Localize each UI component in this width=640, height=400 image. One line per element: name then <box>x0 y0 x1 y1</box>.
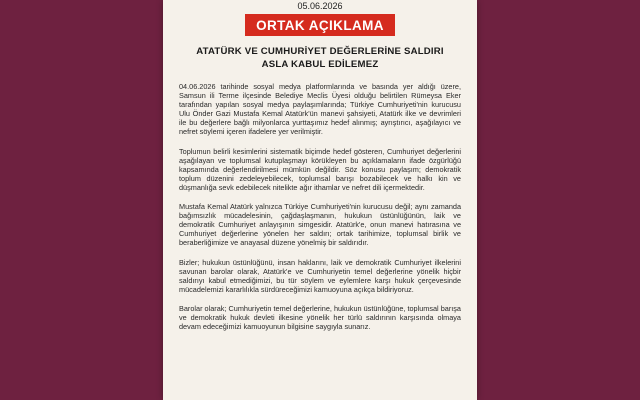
document-page <box>163 0 477 400</box>
paragraph-2: Toplumun belirli kesimlerini sistematik biçimde hedef gösteren, Cumhuriyet değerlerini aşağılayan ve toplumsal kutuplaşmayı körükleyen bu açıklamaların ifade özgürlüğü kapsamında değerlendirilmesi mümkün değildir. Söz konusu paylaşım; demokratik toplum düzenini zedeleyebilecek, toplumsal barışı bozabilecek ve halkı kin ve düşmanlığa sevk edebilecek nitelikte ağır ithamlar ve nefret dili içermektedir. <box>179 146 461 192</box>
document-title <box>163 45 477 71</box>
joint-statement-banner: ORTAK AÇIKLAMA <box>245 14 395 36</box>
document-date: 05.06.2026 <box>297 1 343 11</box>
document-body <box>179 82 461 331</box>
paragraph-4: Bizler; hukukun üstünlüğünü, insan haklarını, laik ve demokratik Cumhuriyet ilkelerini savunan barolar olarak, Atatürk'e ve Cumhuriyetin temel değerlerine yönelik hiçbir saldırıyı kabul etmediğimizi, bu tür söylem ve eylemlere karşı hukuk çerçevesinde mücadelemizi kararlılıkla sürdüreceğimizi kamuoyuna açıkça bildiriyoruz. <box>179 257 461 294</box>
paragraph-5: Barolar olarak; Cumhuriyetin temel değerlerine, hukukun üstünlüğüne, toplumsal barışa ve demokratik hukuk devleti ilkesine yönelik her türlü saldırının karşısında olmaya devam edeceğimizi kamuoyunun bilgisine saygıyla sunarız. <box>179 303 461 332</box>
paragraph-3: Mustafa Kemal Atatürk yalnızca Türkiye Cumhuriyeti'nin kurucusu değil; aynı zamanda bağımsızlık mücadelesinin, çağdaşlaşmanın, hukukun üstünlüğünün, laik ve demokratik Cumhuriyet anlayışının simgesidir. Atatürk'e, onun manevi hatırasına ve Cumhuriyet değerlerine yönelen her saldırı; ortak tarihimize, toplumsal birlik ve beraberliğimize ve anayasal düzene yönelmiş bir saldırıdır. <box>179 202 461 248</box>
title-line-1: ATATÜRK VE CUMHURİYET DEĞERLERİNE SALDIRI <box>196 46 444 57</box>
title-line-2: ASLA KABUL EDİLEMEZ <box>261 59 379 70</box>
paragraph-1: 04.06.2026 tarihinde sosyal medya platformlarında ve basında yer aldığı üzere, Samsun ili Terme ilçesinde Belediye Meclis Üyesi olduğu belirtilen Rümeysa Eker tarafından yapılan sosyal medya paylaşımlarında; Türkiye Cumhuriyeti'nin kurucusu Ulu Önder Gazi Mustafa Kemal Atatürk'ün manevi şahsiyeti, Atatürk ilke ve devrimleri ile bu değerlere bağlı milyonlarca yurttaşımız hedef alınmış; ayrıştırıcı, aşağılayıcı ve nefret söylemi içeren ifadelere yer verilmiştir. <box>179 82 461 137</box>
